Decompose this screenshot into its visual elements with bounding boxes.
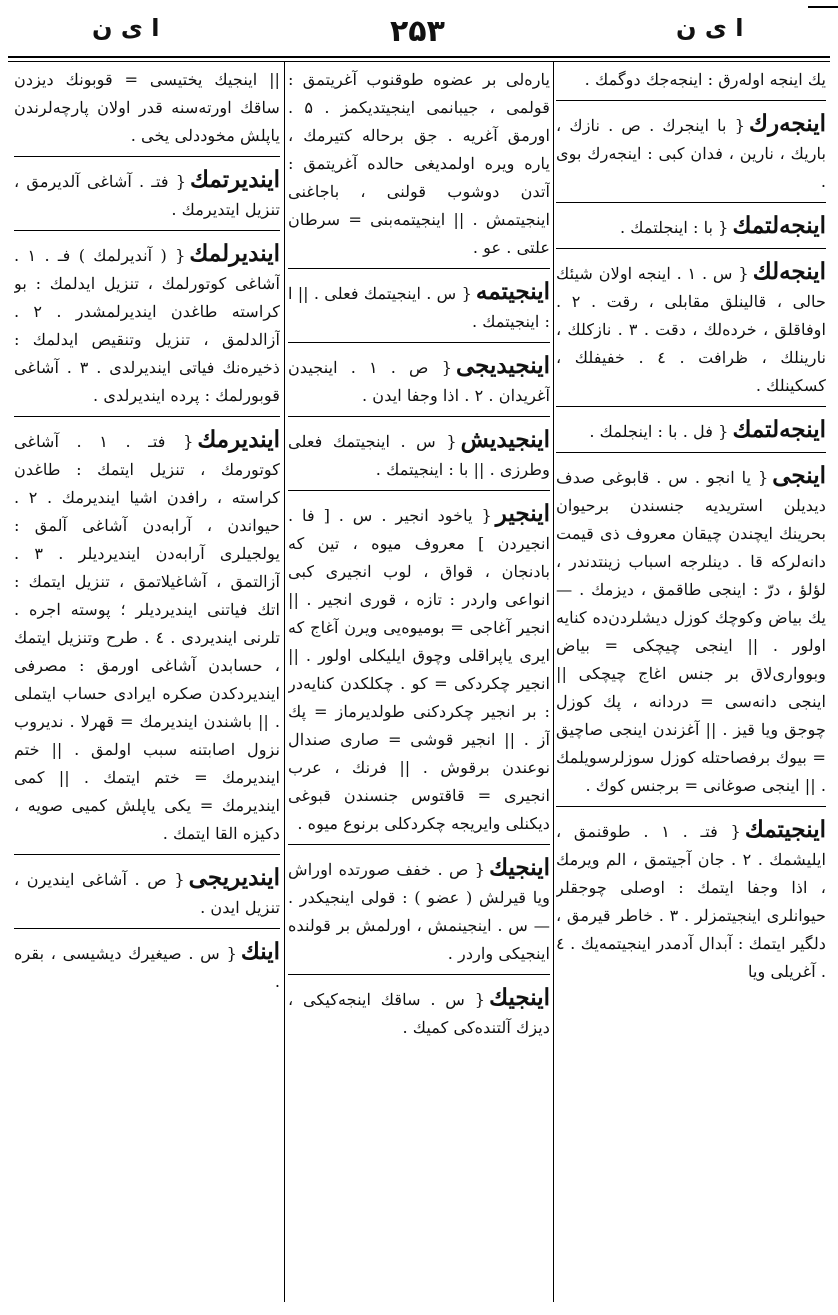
page-number: ۲۵۳ — [390, 14, 445, 49]
entry-separator — [288, 974, 550, 975]
entry-definition: { با اینجرك . ص . نازك ، باریك ، نارین ، فدان كبی : اینجه‌رك بوی . — [556, 116, 826, 191]
column-divider-left — [284, 62, 285, 1302]
entry-separator — [288, 844, 550, 845]
dictionary-entry — [288, 277, 550, 336]
dictionary-entry — [14, 165, 280, 224]
entry-definition: { ص . آشاغی ایندیرن ، تنزیل ایدن . — [14, 870, 280, 917]
entry-definition: { س . ساقك اینجه‌كیكی ، دیزك آلتنده‌كی كمیك . — [288, 990, 550, 1037]
entry-headword: اینجیك — [489, 854, 550, 881]
dictionary-entry — [288, 853, 550, 968]
dictionary-entry — [556, 109, 826, 196]
entry-separator — [556, 806, 826, 807]
running-header-left: ا ی ن — [92, 14, 160, 42]
column-middle — [288, 66, 550, 1296]
entry-definition: یك اینجه اوله‌رق : اینجه‌جك دوگمك . — [584, 70, 826, 89]
entry-separator — [556, 100, 826, 101]
entry-headword: اینجیتمك — [744, 816, 826, 843]
dictionary-entry — [288, 499, 550, 838]
entry-definition: { یا انجو . س . قابوغی صدف دیدیلن استریدیه جنسندن برحیوان بحرینك ایچندن چیقان معروف ذی قیمت دانه‌لركه قا . دینلرجه اسباب زینتدندر ، لؤلؤ ، درّ : اینجی طاقمق ، دیزمك . — یك بیاض وكوچك كوزل دیشلردن‌ده كنایه اولور . || اینجی چیچكی = بیاض وبوواری‌لاق بر جنس اغاج چیچكی || اینجی دانه‌سی = دردانه ، پك كوزل چوجق ویا قیز . || آغزندن اینجی صاچیق = بیوك برفصاحتله كوزل سوزلرسویلمك . || اینجی صوغانی = برجنس كوك . — [556, 468, 826, 795]
entry-separator — [556, 202, 826, 203]
dictionary-entry — [14, 863, 280, 922]
entry-headword: ایندیرلمك — [189, 240, 280, 267]
entry-definition: { ص . خفف صورتده اوراش ویا قیرلش ( عضو ) : قولی اینجیكدر . — س . اینجینمش ، اورلمش بر قولنده اینجیكی واردر . — [288, 860, 550, 963]
entry-separator — [556, 248, 826, 249]
dictionary-entry — [556, 257, 826, 400]
dictionary-entry — [288, 425, 550, 484]
entry-definition: { س . اینجیتمك فعلی . || ا : اینجیتمك . — [288, 284, 550, 331]
entry-definition: { س . اینجیتمك فعلی وطرزی . || با : اینجیتمك . — [288, 432, 550, 479]
dictionary-entry — [288, 66, 550, 262]
dictionary-entry — [14, 66, 280, 150]
entry-separator — [556, 452, 826, 453]
entry-headword: اینجیك — [489, 984, 550, 1011]
entry-headword: اینجه‌لتمك — [732, 212, 826, 239]
entry-headword: اینجیدیش — [460, 426, 550, 453]
header-rule-thin — [8, 61, 830, 62]
entry-separator — [556, 406, 826, 407]
header-rule — [8, 56, 830, 58]
entry-headword: اینجه‌رك — [749, 110, 826, 137]
entry-definition: { فتـ . ۱ . آشاغی كوتورمك ، تنزیل ایتمك : طاغدن كراسته ، رافدن اشیا ایندیرمك . ۲ . حیواندن ، آرابه‌دن آشاغی آلمق : یولجیلری آرابه‌دن ایندیردیلر . ۳ . آزالتمق ، آشاغیلاتمق ، تنزیل ایتمك : اتك فیاتنی ایندیردیلر ؛ پوسته اجره . تلرنی ایندیردی . ٤ . طرح وتنزیل ایتمك ، حسابدن آشاغی اورمق : مصرفی ایندیردكدن صكره ایرادی حساب ایتملی . || باشندن ایندیرمك = قهرلا . ندیروب نزول اصابتنه سبب اولمق . || ختم ایندیرمك = ختم ایتمك . || كمی ایندیرمك = یكی یاپلش كمیی صویه ، دكیزه القا ایتمك . — [14, 432, 280, 843]
entry-headword: اینجه‌لك — [752, 258, 826, 285]
running-header-right: ا ی ن — [676, 14, 744, 42]
entry-headword: اینجیدیجی — [456, 352, 550, 379]
entry-definition: { فتـ . آشاغی آلدیرمق ، تنزیل ایتدیرمك . — [14, 172, 280, 219]
dictionary-entry — [556, 461, 826, 800]
entry-definition: { با : اینجلتمك . — [619, 218, 729, 237]
entry-definition: || اینجیك یختیسی = قوبونك دیزدن ساقك اورته‌سنه قدر اولان پارچه‌لرندن یاپلش مخوددلی یخی . — [14, 70, 280, 145]
entry-separator — [288, 268, 550, 269]
dictionary-entry — [556, 415, 826, 446]
corner-rule — [808, 6, 838, 8]
dictionary-entry — [556, 815, 826, 986]
dictionary-entry — [14, 937, 280, 996]
entry-definition: { س . صیغیرك دیشیسی ، بقره . — [14, 944, 280, 991]
entry-definition: { فل . با : اینجلمك . — [589, 422, 729, 441]
entry-separator — [14, 416, 280, 417]
entry-headword: ایندیرمك — [197, 426, 280, 453]
entry-separator — [288, 416, 550, 417]
column-divider-right — [553, 62, 554, 1302]
entry-definition: { ( آندیرلمك ) فـ . ۱ . آشاغی كوتورلمك ، تنزیل ایدلمك : بو كراسته طاغدن ایندیرلمشدر . ۲ . آزالدلمق ، تنزیل وتنقیص ایدلمك : ذخیره‌نك فیاتی ایندیرلدی . ۳ . آشاغی قوبورلمك : پرده ایندیرلدی . — [14, 246, 280, 405]
entry-separator — [14, 156, 280, 157]
dictionary-entry — [556, 211, 826, 242]
entry-separator — [14, 928, 280, 929]
entry-separator — [288, 490, 550, 491]
entry-headword: ایندیرتمك — [190, 166, 280, 193]
entry-headword: اینجی — [772, 462, 826, 489]
dictionary-entry — [288, 983, 550, 1042]
column-right — [556, 66, 826, 1296]
entry-separator — [14, 854, 280, 855]
entry-definition: { س . ۱ . اینجه اولان شیئك حالی ، قالینلق مقابلی ، رقت . ۲ . اوفاقلق ، خرده‌لك ، دقت . ۳ . نازكلك ، نارینلك ، ظرافت . ٤ . خفیفلك ، كسكینلك . — [556, 264, 826, 395]
dictionary-entry — [288, 351, 550, 410]
column-left — [14, 66, 280, 1296]
entry-headword: اینجیتمه — [475, 278, 550, 305]
entry-headword: اینجیر — [495, 500, 550, 527]
dictionary-entry — [556, 66, 826, 94]
entry-definition: { فتـ . ۱ . طوقنمق ، ایلیشمك . ۲ . جان آجیتمق ، الم ویرمك ، اذا وجفا ایتمك : اوصلی چوجقلر حیوانلری اینجیتمزلر . ۳ . خاطر قیرمق ، دلگیر ایتمك : آبدال آدمدر اینجیتمه‌یك . ٤ . آغریلی ویا — [556, 822, 826, 981]
entry-headword: اینجه‌لتمك — [732, 416, 826, 443]
entry-definition: { ص . ۱ . اینجیدن آغریدان . ۲ . اذا وجفا ایدن . — [288, 358, 550, 405]
entry-headword: ایندیریجی — [188, 864, 280, 891]
entry-headword: اینك — [240, 938, 280, 965]
entry-definition: { یاخود انجیر . س . [ فا . انجیردن ] معروف میوه ، تین كه بادنجان ، قواق ، لوب انجیری كبی انواعی واردر : تازه ، قوری انجیر . || انجیر آغاجی = بومیوه‌یی ویرن آغاج كه ایری یاپراقلی وچوق ایلیكلی اولور . || انجیر چكردكی = كو . چكلكدن كنایه‌در : بر انجیر چكردكنی طولدیرماز = پك آز . || انجیر قوشی = صاری صندال نوعندن برقوش . || فرنك ، عرب انجیری = قاقتوس جنسندن قبوغی دیكنلی وایریجه چكردكلی برنوع میوه . — [288, 506, 550, 833]
dictionary-entry — [14, 239, 280, 410]
entry-separator — [14, 230, 280, 231]
entry-separator — [288, 342, 550, 343]
dictionary-entry — [14, 425, 280, 848]
entry-definition: یاره‌لی بر عضوه طوقنوب آغریتمق : قولمی ، جیبانمی اینجیتدیكمز . ۵ . اورمق آغریه . جق برحاله كتیرمك ، یاره ویره اولمدیغی حالده آغریتمق : آتدن دوشوب قولنی ، باجاغنی اینجیتمش . || اینجیتمه‌بنی = سرطان علتی . عو . — [288, 70, 550, 257]
